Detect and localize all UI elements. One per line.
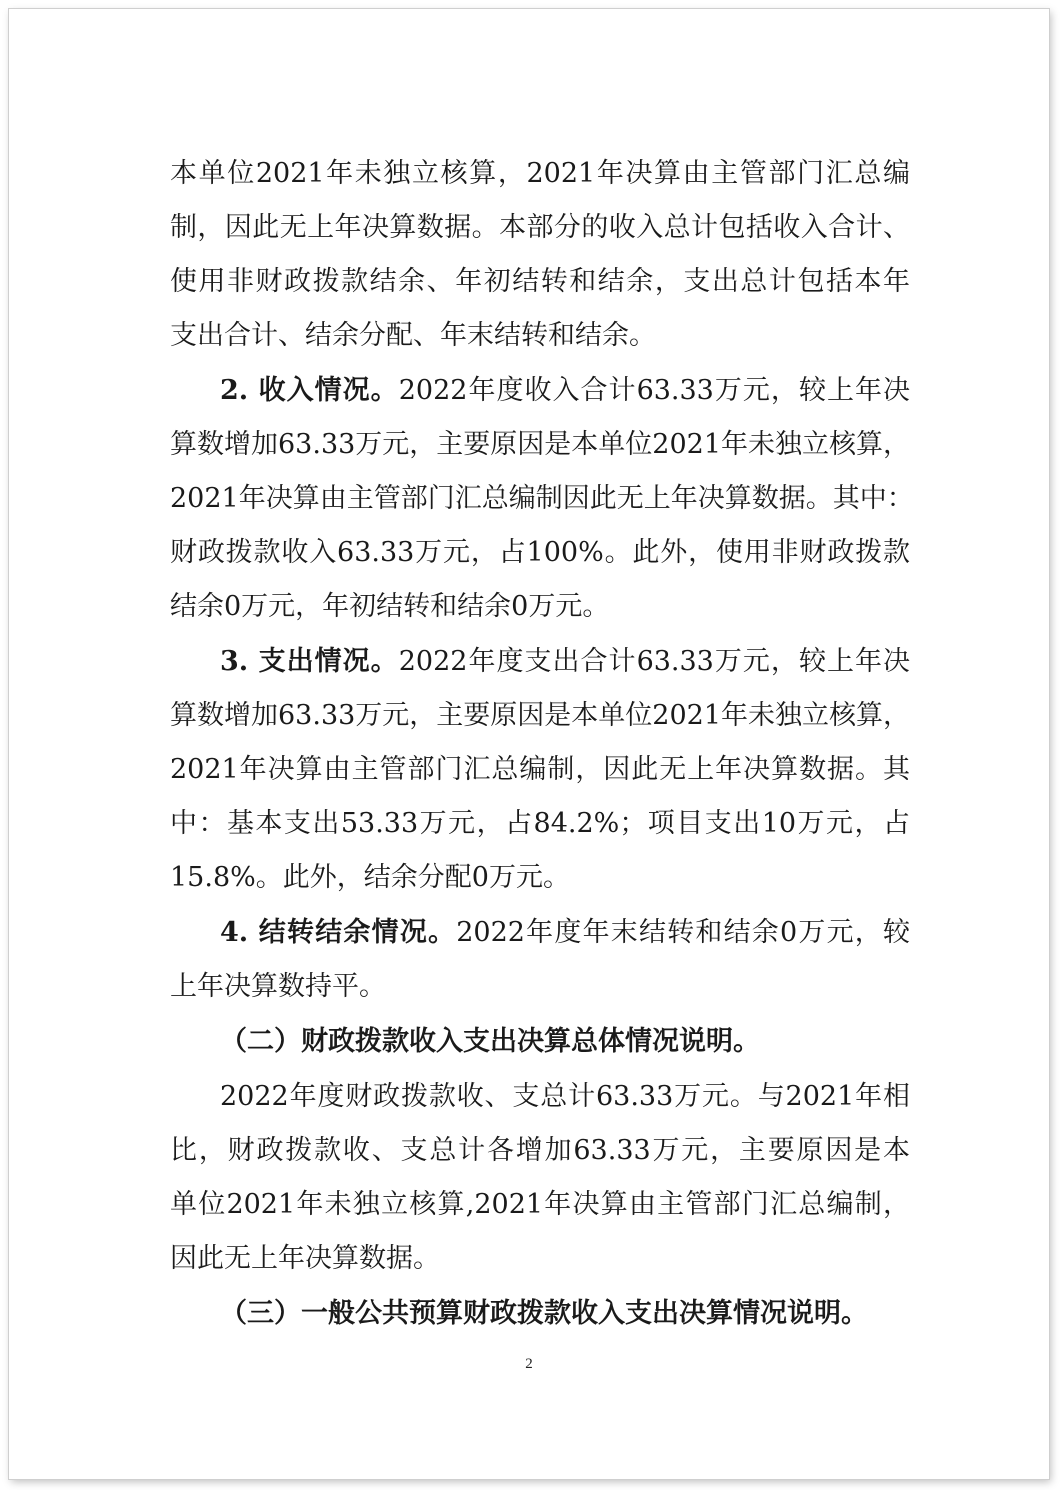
text-line: 2021年决算由主管部门汇总编制因此无上年决算数据。其中：	[170, 483, 914, 514]
text-line: 算数增加63.33万元，主要原因是本单位2021年未独立核算，	[170, 429, 911, 460]
page-number: 2	[525, 1356, 533, 1372]
heading-carryover: 4. 结转结余情况。	[220, 917, 457, 948]
text-line: 比，财政拨款收、支总计各增加63.33万元，主要原因是本	[170, 1135, 910, 1166]
text-line: 财政拨款收入63.33万元，占100%。此外，使用非财政拨款	[170, 537, 910, 568]
section-heading-2: （二）财政拨款收入支出决算总体情况说明。	[220, 1026, 760, 1057]
text-line: 上年决算数持平。	[170, 971, 386, 1002]
paragraph-income-first-line	[220, 371, 910, 411]
paragraph-expense-first-line	[220, 642, 910, 682]
heading-expense: 3. 支出情况。	[220, 646, 399, 677]
text-line: 15.8%。此外，结余分配0万元。	[170, 862, 570, 893]
text-line: 因此无上年决算数据。	[170, 1243, 440, 1274]
text-line: 结余0万元，年初结转和结余0万元。	[170, 591, 610, 622]
heading-income: 2. 收入情况。	[220, 375, 399, 406]
document-page	[9, 9, 1049, 1479]
text-fragment: 2022年度收入合计63.33万元，较上年决	[398, 375, 910, 406]
text-line: 制，因此无上年决算数据。本部分的收入总计包括收入合计、	[170, 212, 910, 243]
text-line: 支出合计、结余分配、年末结转和结余。	[170, 320, 656, 351]
text-line: 2021年决算由主管部门汇总编制，因此无上年决算数据。其	[170, 754, 910, 785]
text-line: 单位2021年未独立核算,2021年决算由主管部门汇总编制，	[170, 1189, 910, 1220]
text-line: 算数增加63.33万元，主要原因是本单位2021年未独立核算，	[170, 700, 911, 731]
text-line: 中：基本支出53.33万元，占84.2%；项目支出10万元，占	[170, 808, 910, 839]
text-line: 2022年度财政拨款收、支总计63.33万元。与2021年相	[220, 1081, 910, 1112]
text-fragment: 2022年度支出合计63.33万元，较上年决	[398, 646, 910, 677]
text-line: 使用非财政拨款结余、年初结转和结余，支出总计包括本年	[170, 266, 910, 297]
paragraph-carryover-first-line	[220, 913, 910, 953]
section-heading-3: （三）一般公共预算财政拨款收入支出决算情况说明。	[220, 1298, 868, 1329]
text-line: 本单位2021年未独立核算，2021年决算由主管部门汇总编	[170, 158, 910, 189]
text-fragment: 2022年度年末结转和结余0万元，较	[456, 917, 910, 948]
